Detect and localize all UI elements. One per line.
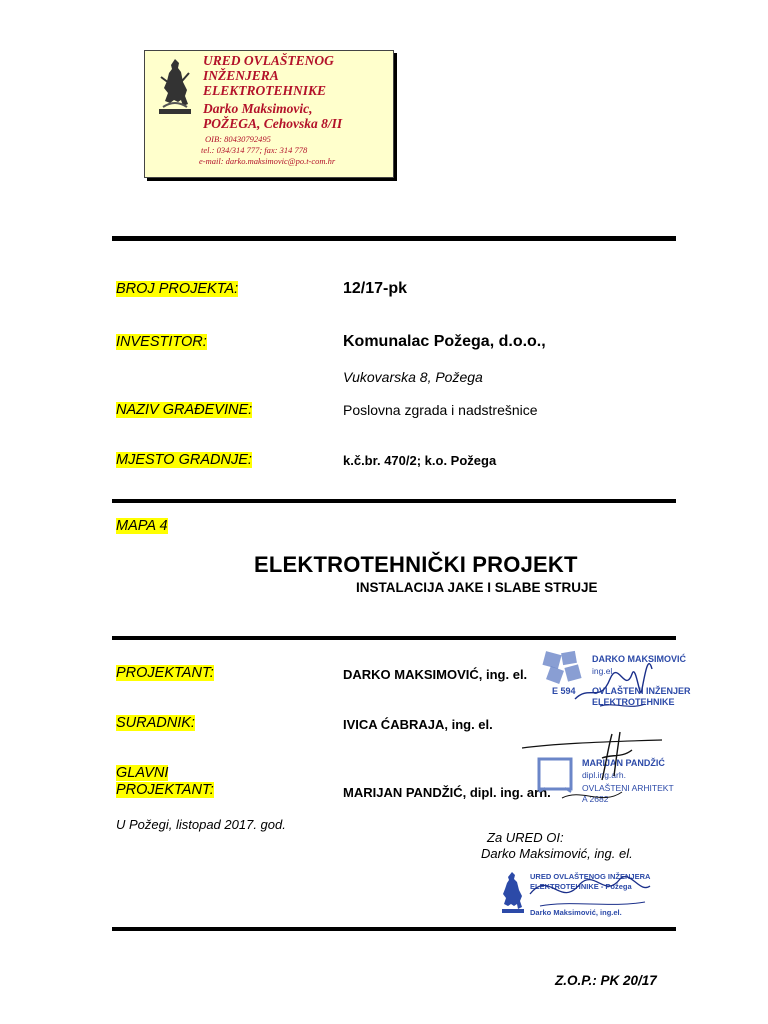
- rule-middle: [112, 499, 676, 503]
- label-projektant: PROJEKTANT:: [116, 665, 214, 681]
- label-investitor: INVESTITOR:: [116, 334, 207, 350]
- value-projektant: DARKO MAKSIMOVIĆ, ing. el.: [343, 667, 528, 682]
- rule-lower: [112, 636, 676, 640]
- stamp3-line3: Darko Maksimović, ing.el.: [530, 908, 622, 917]
- stamp3-line1: URED OVLAŠTENOG INŽENJERA: [530, 872, 651, 881]
- label-naziv-gradevine: NAZIV GRAĐEVINE:: [116, 402, 253, 418]
- header-name: Darko Maksimovic,: [203, 101, 313, 116]
- stamp1-name: DARKO MAKSIMOVIĆ: [592, 654, 686, 664]
- label-broj-projekta: BROJ PROJEKTA:: [116, 281, 239, 297]
- document-subtitle: INSTALACIJA JAKE I SLABE STRUJE: [356, 580, 598, 595]
- header-line-1: URED OVLAŠTENOG: [203, 53, 334, 68]
- value-naziv-gradevine: Poslovna zgrada i nadstrešnice: [343, 402, 538, 418]
- stamp-office: [500, 864, 660, 924]
- signature-glavni-icon: [522, 728, 672, 808]
- footer-zop: Z.O.P.: PK 20/17: [555, 973, 657, 988]
- header-tel: tel.: 034/314 777; fax: 314 778: [201, 145, 308, 155]
- header-email: e-mail: darko.maksimovic@po.t-com.hr: [199, 156, 336, 166]
- stamp1-line2: ELEKTROTEHNIKE: [592, 697, 675, 707]
- stamp2-name: MARIJAN PANDŽIĆ: [582, 758, 665, 768]
- header-line-2: INŽENJERA: [203, 68, 279, 83]
- place-date: U Požegi, listopad 2017. god.: [116, 817, 286, 832]
- stamp-projektant: [530, 644, 691, 724]
- za-ured-label: Za URED OI:: [487, 830, 564, 845]
- header-oib: OIB: 80430792495: [205, 134, 271, 144]
- stamp2-title: dipl.ing.arh.: [582, 770, 626, 780]
- office-header-text: [199, 53, 343, 167]
- label-mapa: MAPA 4: [116, 518, 168, 534]
- signature-office-icon: [520, 864, 660, 924]
- header-address: POŽEGA, Cehovska 8/II: [203, 116, 343, 131]
- value-broj-projekta: 12/17-pk: [343, 280, 408, 297]
- stamp2-number: A 2682: [582, 794, 609, 804]
- document-title: ELEKTROTEHNIČKI PROJEKT: [254, 552, 578, 577]
- rule-top: [112, 236, 676, 241]
- stamp2-line1: OVLAŠTENI ARHITEKT: [582, 783, 674, 793]
- value-investitor: Komunalac Požega, d.o.o.,: [343, 333, 546, 350]
- label-suradnik: SURADNIK:: [116, 715, 195, 731]
- value-glavni-projektant: MARIJAN PANDŽIĆ, dipl. ing. arh.: [343, 785, 551, 800]
- office-header-box: [144, 50, 394, 178]
- stamp1-title: ing.el.: [592, 666, 615, 676]
- stamp1-line1: OVLAŠTENI INŽENJER: [592, 686, 691, 696]
- stamp1-number: E 594: [552, 686, 576, 696]
- label-glavni-projektant: GLAVNI PROJEKTANT:: [116, 765, 214, 798]
- stamp-glavni-projektant: [522, 728, 682, 808]
- value-mjesto-gradnje: k.č.br. 470/2; k.o. Požega: [343, 453, 497, 468]
- header-line-3: ELEKTROTEHNIKE: [203, 83, 327, 98]
- za-ured-name: Darko Maksimović, ing. el.: [481, 846, 633, 861]
- value-suradnik: IVICA ĆABRAJA, ing. el.: [343, 717, 493, 732]
- investitor-address: Vukovarska 8, Požega: [343, 369, 483, 385]
- stamp3-line2: ELEKTROTEHNIKE - Požega: [530, 882, 632, 891]
- rule-bottom: [112, 927, 676, 931]
- label-mjesto-gradnje: MJESTO GRADNJE:: [116, 452, 252, 468]
- statue-logo-icon: [155, 57, 195, 115]
- signature-projektant-icon: [570, 644, 670, 724]
